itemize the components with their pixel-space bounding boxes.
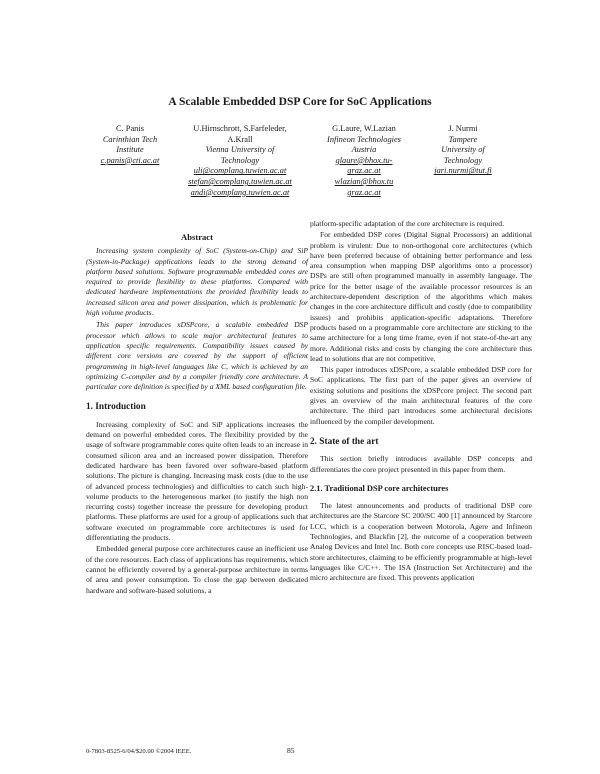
abstract-paragraph: Increasing system complexity of SoC (System-on-Chip) and SiP (System-in-Package) applications leads to the strong demand of platform based solutions. Software programmable embedded cores are required to provide flexibility to these platforms. Compared with dedicated hardware implementations the provided flexibility leads to increased silicon area and power dissipation, which is problematic for high volume products. bbox=[86, 246, 308, 318]
body-paragraph: This paper introduces xDSPcore, a scalable embedded DSP core for SoC applications. The first part of the paper gives an overview of existing solutions and positions the xDSPcore project. The second part gives an overview of the main architectural features of the core architecture. The third part introduces some architectural decisions influenced by the compiler development. bbox=[310, 365, 532, 426]
author-email: graz.ac.at bbox=[347, 187, 381, 197]
author-email: wlazian@bhox.tu bbox=[334, 176, 394, 186]
copyright-notice: 0-7803-8525-6/04/$20.00 ©2004 IEEE. bbox=[86, 748, 192, 755]
introduction-heading: 1. Introduction bbox=[86, 402, 146, 413]
author-name: C. Panis bbox=[116, 124, 144, 133]
author-affiliation: Institute bbox=[116, 145, 144, 155]
author-block-laure bbox=[318, 124, 410, 198]
page-number: 85 bbox=[287, 746, 295, 755]
author-affiliation: Austria bbox=[351, 145, 377, 155]
author-affiliation: Vienna University of bbox=[205, 145, 275, 155]
traditional-dsp-heading: 2.1. Traditional DSP core architectures bbox=[310, 483, 449, 493]
author-name: A.Krall bbox=[227, 134, 253, 144]
author-affiliation: University of bbox=[441, 145, 485, 155]
author-email: jari.nurmi@tut.fi bbox=[434, 166, 492, 176]
author-block-nurmi bbox=[425, 124, 501, 177]
paper-title: A Scalable Embedded DSP Core for SoC Applications bbox=[168, 96, 432, 108]
body-paragraph: The latest announcements and products of traditional DSP core architectures are the Starcore SC 200/SC 400 [1] announced by Starcore LCC, which is a cooperation between Motorola, Agere and Infineon Technologies, and Blackfin [2], the outcome of a cooperation between Analog Devices and Intel Inc. Both core concepts use RISC-based load-store architectures, claiming to be efficiently programmable at high-level languages like C/C++. The ISA (Instruction Set Architecture) and the micro architecture are fixed. This prevents application bbox=[310, 501, 532, 583]
introduction-body bbox=[86, 420, 308, 596]
author-email: stefan@complang.tuwien.ac.at bbox=[188, 176, 292, 186]
introduction-paragraph: Embedded general purpose core architectures cause an inefficient use of the core resources. Each class of applications has requirements, which cannot be efficiently covered by a general-purpose architecture in terms of area and power consumption. To close the gap between dedicated hardware and software-based solutions, a bbox=[86, 544, 308, 595]
author-email: andi@complang.tuwien.ac.at bbox=[190, 187, 290, 197]
author-email: uli@complang.tuwien.ac.at bbox=[193, 166, 287, 176]
author-email: glaure@bhox.tu- bbox=[335, 155, 393, 165]
author-block-hirnschrott bbox=[175, 124, 305, 198]
continued-paragraph: platform-specific adaptation of the core architecture is required. bbox=[310, 219, 504, 228]
author-email: graz.ac.at bbox=[347, 166, 381, 176]
author-affiliation: Infineon Technologies bbox=[327, 134, 401, 144]
author-name: G.Laure, W.Lazian bbox=[332, 124, 396, 133]
body-paragraph: For embedded DSP cores (Digital Signal Processors) an additional problem is virulent: Due to non-orthogonal core architectures (which have been preferred because of obtaining better performance and less area consumption when mapping DSP algorithms onto a processor) DSPs are still often programmed manually in assembly language. The price for the better usage of the available processor resources is an architecture-dependent description of the algorithms which makes changes in the core architecture difficult and costly (due to compatibility issues) and prohibits application-specific adaptations. Therefore products based on a programmable core architecture are sticking to the same architecture for a long time frame, even if not state-of-the-art any more. Additional risks and costs by changing the core architecture thus lead to solutions that are not competitive. bbox=[310, 230, 532, 363]
author-name: U.Hirnschrott, S.Farfeleder, bbox=[193, 124, 287, 133]
abstract bbox=[86, 232, 308, 392]
introduction-paragraph: Increasing complexity of SoC and SiP applications increases the demand on powerful embedded cores. The flexibility provided by the usage of software programmable cores quite often leads to an increase in consumed silicon area and an increased power dissipation. Therefore dedicated hardware has been favored over software-based platform solutions. The picture is changing. Increasing mask costs (due to the use of advanced process technologies) and difficulties to catch such high-volume products to the heterogeneous market (to justify the high non recurring costs) together increase the pressure for developing product platforms. These platforms are used for a group of applications such that software executed on programmable core architectures is used for differentiating the products. bbox=[86, 419, 308, 543]
right-column bbox=[310, 219, 532, 585]
author-name: J. Nurmi bbox=[448, 124, 478, 133]
author-affiliation: Carinthian Tech bbox=[102, 134, 158, 144]
body-paragraph: This section briefly introduces available DSP concepts and differentiates the core project presented in this paper from them. bbox=[310, 454, 532, 474]
author-block-panis bbox=[92, 124, 168, 166]
abstract-paragraph: This paper introduces xDSPcore, a scalable embedded DSP processor which allows to scale major architectural features to application specific requirements. Compatibility issues caused by different core versions are covered by the support of efficient programming in high-level languages like C, which is achieved by an optimizing C-compiler and by a compiler friendly core architecture. A particular core definition is specified by a XML based configuration file. bbox=[86, 320, 308, 392]
author-affiliation: Tampere bbox=[448, 134, 478, 144]
author-affiliation: Technology bbox=[443, 155, 483, 165]
author-affiliation: Technology bbox=[220, 155, 260, 165]
abstract-heading: Abstract bbox=[181, 232, 213, 242]
author-email: c.panis@cti.ac.at bbox=[100, 155, 160, 165]
state-of-art-heading: 2. State of the art bbox=[310, 436, 379, 447]
left-column bbox=[86, 218, 308, 597]
